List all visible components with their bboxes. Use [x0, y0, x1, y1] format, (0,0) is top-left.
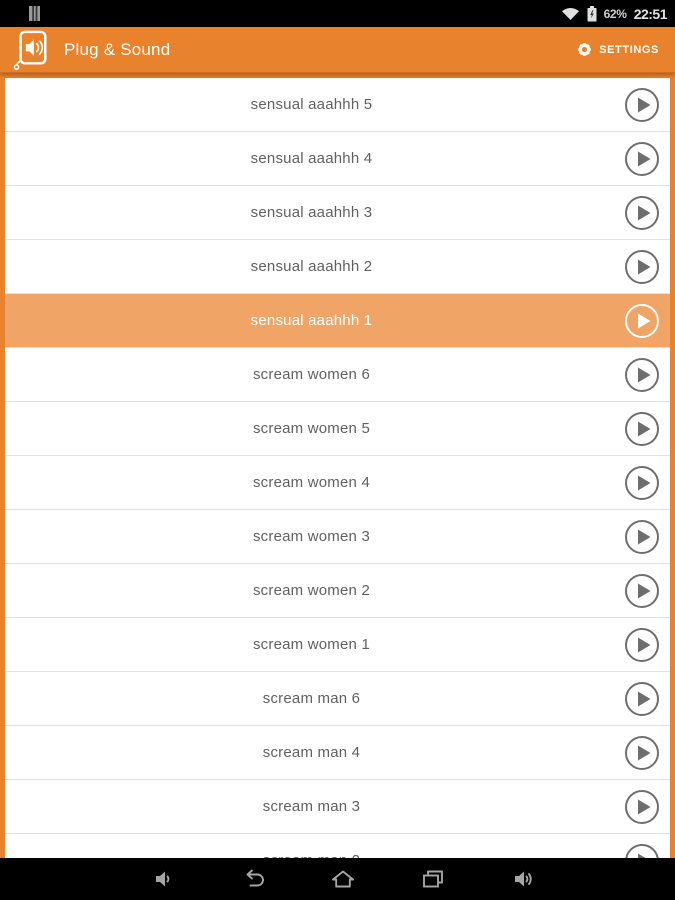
back-icon: [240, 878, 266, 893]
volume-up-icon: [511, 879, 535, 894]
sound-list-item[interactable]: [5, 348, 670, 402]
play-icon: [624, 651, 660, 666]
play-button[interactable]: [624, 465, 660, 501]
play-icon: [624, 543, 660, 558]
sound-list-item[interactable]: [5, 456, 670, 510]
play-button[interactable]: [624, 627, 660, 663]
play-icon: [624, 381, 660, 396]
app-bar: [0, 27, 675, 73]
app-logo-speaker-plug-icon: [12, 29, 50, 71]
sound-name: scream women 2: [252, 582, 370, 599]
play-button[interactable]: [624, 681, 660, 717]
play-icon: [624, 759, 660, 774]
play-button[interactable]: [624, 411, 660, 447]
sound-list-item[interactable]: [5, 564, 670, 618]
volume-down-button[interactable]: [147, 863, 179, 895]
status-clock: 22:51: [633, 5, 667, 22]
play-icon: [624, 435, 660, 450]
sound-list-item[interactable]: [5, 510, 670, 564]
back-button[interactable]: [236, 864, 270, 894]
sound-list-item[interactable]: [5, 780, 670, 834]
play-button[interactable]: [624, 357, 660, 393]
play-button[interactable]: [624, 249, 660, 285]
page-title: Plug & Sound: [64, 39, 171, 59]
sound-list-item[interactable]: [5, 186, 670, 240]
sound-name: scream man 6: [262, 690, 361, 707]
play-button[interactable]: [624, 195, 660, 231]
play-button[interactable]: [624, 573, 660, 609]
play-button[interactable]: [624, 735, 660, 771]
play-icon: [624, 813, 660, 828]
settings-label: SETTINGS: [599, 43, 659, 56]
home-icon: [330, 878, 356, 893]
play-button[interactable]: [624, 87, 660, 123]
play-icon: [624, 273, 660, 288]
content-area: [0, 73, 675, 858]
sound-name: scream women 1: [252, 636, 370, 653]
sound-name: scream women 6: [252, 366, 370, 383]
play-icon: [624, 111, 660, 126]
wifi-icon: [561, 6, 580, 21]
sound-name: sensual aaahhh 5: [250, 96, 373, 113]
sound-name: sensual aaahhh 4: [250, 150, 373, 167]
sound-name: sensual aaahhh 1: [250, 312, 373, 329]
recents-icon: [420, 878, 446, 893]
play-icon: [624, 705, 660, 720]
play-button[interactable]: [624, 789, 660, 825]
sound-list-item[interactable]: [5, 78, 670, 132]
play-icon: [624, 327, 660, 342]
sound-name: scream man 4: [262, 744, 361, 761]
play-button[interactable]: [624, 141, 660, 177]
sound-list-item[interactable]: [5, 726, 670, 780]
status-bar: [0, 0, 675, 27]
sound-name: sensual aaahhh 3: [250, 204, 373, 221]
status-notification-icon: [28, 5, 41, 22]
play-button[interactable]: [624, 519, 660, 555]
battery-icon: [587, 6, 597, 22]
sound-list-item[interactable]: [5, 132, 670, 186]
gear-icon: [576, 41, 593, 58]
sound-list-item[interactable]: [5, 402, 670, 456]
settings-button[interactable]: [570, 33, 665, 66]
sound-list-item[interactable]: [5, 618, 670, 672]
sound-name: scream women 3: [252, 528, 370, 545]
battery-percent: 62%: [603, 6, 627, 21]
play-icon: [624, 489, 660, 504]
sound-name: scream women 4: [252, 474, 370, 491]
play-icon: [624, 165, 660, 180]
sound-list-item[interactable]: [5, 240, 670, 294]
sound-list-item[interactable]: [5, 294, 670, 348]
volume-up-button[interactable]: [507, 863, 539, 895]
sound-list: [5, 78, 670, 853]
sound-name: scream man 3: [262, 798, 361, 815]
sound-name: scream women 5: [252, 420, 370, 437]
volume-down-icon: [151, 879, 175, 894]
play-icon: [624, 219, 660, 234]
sound-name: sensual aaahhh 2: [250, 258, 373, 275]
play-icon: [624, 597, 660, 612]
recents-button[interactable]: [416, 864, 450, 894]
navigation-bar: [0, 858, 675, 900]
home-button[interactable]: [326, 864, 360, 894]
sound-list-item[interactable]: [5, 672, 670, 726]
play-button[interactable]: [624, 303, 660, 339]
